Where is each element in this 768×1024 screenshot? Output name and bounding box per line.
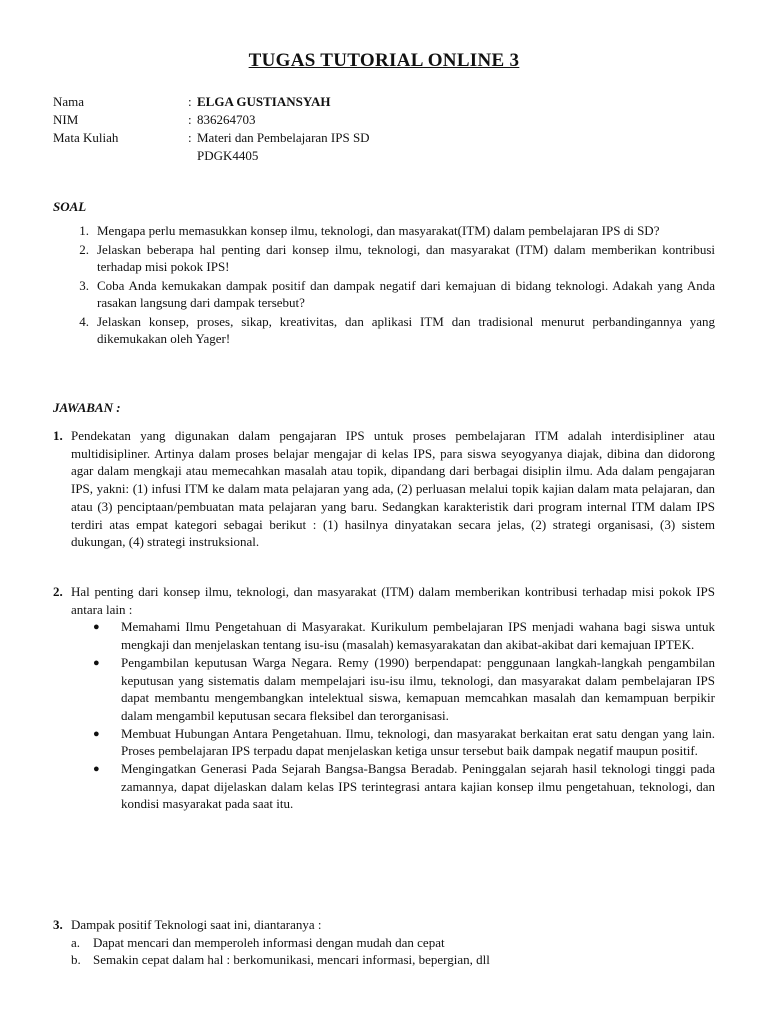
bullet-text: Memahami Ilmu Pengetahuan di Masyarakat. Kurikulum pembelajaran IPS menjadi wahana bagi siswa untuk mengkaji dan menjelaskan tentang isu-isu (masalah) kemasyarakatan dan akibat-akibat dari kemajuan IPTEK. bbox=[121, 619, 715, 653]
bullet-item bbox=[93, 725, 715, 760]
identity-block bbox=[53, 93, 370, 165]
identity-row-nim bbox=[53, 111, 370, 129]
bullet-icon: ● bbox=[93, 727, 100, 740]
sub-letter: a. bbox=[71, 934, 81, 950]
sub-letter: b. bbox=[71, 952, 81, 968]
question-text: Jelaskan konsep, proses, sikap, kreativitas, dan aplikasi ITM dan tradisional menurut perbandingannya yang dikemukakan oleh Yager! bbox=[97, 313, 715, 346]
bullet-icon: ● bbox=[93, 656, 100, 669]
course-value: Materi dan Pembelajaran IPS SD bbox=[197, 130, 370, 145]
answer-text: Dampak positif Teknologi saat ini, diantaranya : bbox=[71, 917, 322, 932]
identity-row-course bbox=[53, 129, 370, 147]
question-item bbox=[53, 277, 715, 312]
question-item bbox=[53, 313, 715, 348]
sub-item bbox=[71, 934, 715, 952]
sub-item bbox=[71, 951, 715, 969]
course-label: Mata Kuliah bbox=[53, 130, 119, 145]
bullet-icon: ● bbox=[93, 621, 100, 634]
question-number: 1. bbox=[79, 223, 89, 238]
name-value: ELGA GUSTIANSYAH bbox=[197, 94, 331, 109]
answer-1 bbox=[53, 427, 715, 551]
answer-number: 1. bbox=[53, 428, 63, 443]
soal-heading: SOAL bbox=[53, 199, 87, 214]
colon: : bbox=[188, 130, 192, 145]
bullet-text: Membuat Hubungan Antara Pengetahuan. Ilmu, teknologi, dan masyarakat berkaitan erat satu dengan yang lain. Proses pembelajaran IPS terpadu dapat menjelaskan ketiga unsur tersebut baik dampak negatif maupun positif. bbox=[121, 725, 715, 759]
course-code: PDGK4405 bbox=[197, 148, 259, 163]
bullet-item bbox=[93, 760, 715, 813]
document-title: TUGAS TUTORIAL ONLINE 3 bbox=[248, 50, 520, 71]
sub-text: Dapat mencari dan memperoleh informasi dengan mudah dan cepat bbox=[93, 934, 445, 950]
answer-number: 3. bbox=[53, 917, 63, 932]
bullet-item bbox=[93, 618, 715, 653]
question-text: Coba Anda kemukakan dampak positif dan dampak negatif dari kemajuan di bidang teknologi. Adakah yang Anda rasakan langsung dari dampak tersebut? bbox=[97, 277, 715, 310]
name-label: Nama bbox=[53, 94, 85, 109]
identity-row-name bbox=[53, 93, 370, 111]
question-list bbox=[53, 222, 715, 349]
answer-number: 2. bbox=[53, 584, 63, 599]
question-item bbox=[53, 241, 715, 276]
bullet-text: Pengambilan keputusan Warga Negara. Remy (1990) berpendapat: penggunaan langkah-langkah pengambilan keputusan yang sistematis dalam mempelajari isu-isu ilmu, teknologi, dan masyarakat dalam pembelajaran IPS dapat membantu mengembangkan intelektual siswa, kemapuan memcahkan masalah dan kemampuan berpikir dalam mengambil keputusan secara fleksibel dan terorganisasi. bbox=[121, 654, 715, 723]
bullet-text: Mengingatkan Generasi Pada Sejarah Bangsa-Bangsa Beradab. Peninggalan sejarah hasil teknologi tinggi pada zamannya, dapat dijelaskan dalam kelas IPS terintegrasi antara kajian konsep ilmu pengetahuan, teknologi, dan kondisi masyarakat pada saat itu. bbox=[121, 761, 715, 812]
answer-2 bbox=[53, 583, 715, 813]
question-number: 3. bbox=[79, 277, 89, 293]
question-number: 4. bbox=[79, 313, 89, 329]
jawaban-heading: JAWABAN : bbox=[53, 400, 121, 415]
question-item bbox=[53, 222, 715, 240]
nim-label: NIM bbox=[53, 112, 79, 127]
colon: : bbox=[188, 94, 192, 109]
question-number: 2. bbox=[79, 241, 89, 257]
bullet-item bbox=[93, 654, 715, 725]
answer-text: Hal penting dari konsep ilmu, teknologi, dan masyarakat (ITM) dalam memberikan kontribusi terhadap misi pokok IPS antara lain : bbox=[71, 584, 715, 617]
sub-text: Semakin cepat dalam hal : berkomunikasi, mencari informasi, bepergian, dll bbox=[93, 952, 490, 968]
answer-text: Pendekatan yang digunakan dalam pengajaran IPS untuk proses pembelajaran ITM adalah interdisipliner atau multidisipliner. Artinya dalam proses belajar mengajar di kelas IPS, para siswa seyogyanya diajak, dibina dan didorong agar dalam mengkaji atau memecahkan masalah atau topik, dipandang dari berbagai disiplin ilmu. Ada dalam pengajaran IPS, yakni: (1) infusi ITM ke dalam mata pelajaran yang ada, (2) perluasan melalui topik kajian dalam mata pelajaran, dan atau (3) penciptaan/pembuatan mata pelajaran yang baru. Sedangkan karakteristik dari program internal ITM dalam IPS terdiri atas empat kategori sebagai berikut : (1) hasilnya dinyatakan secara jelas, (2) strategi organisasi, (3) sistem dukungan, (4) strategi instruksional. bbox=[71, 428, 715, 550]
bullet-icon: ● bbox=[93, 763, 100, 776]
colon: : bbox=[188, 112, 192, 127]
nim-value: 836264703 bbox=[197, 112, 256, 127]
question-text: Mengapa perlu memasukkan konsep ilmu, teknologi, dan masyarakat(ITM) dalam pembelajaran IPS di SD? bbox=[97, 223, 660, 238]
bullet-list bbox=[53, 618, 715, 813]
answer-3 bbox=[53, 916, 715, 969]
question-text: Jelaskan beberapa hal penting dari konsep ilmu, teknologi, dan masyarakat (ITM) dalam memberikan kontribusi terhadap misi pokok IPS! bbox=[97, 241, 715, 274]
